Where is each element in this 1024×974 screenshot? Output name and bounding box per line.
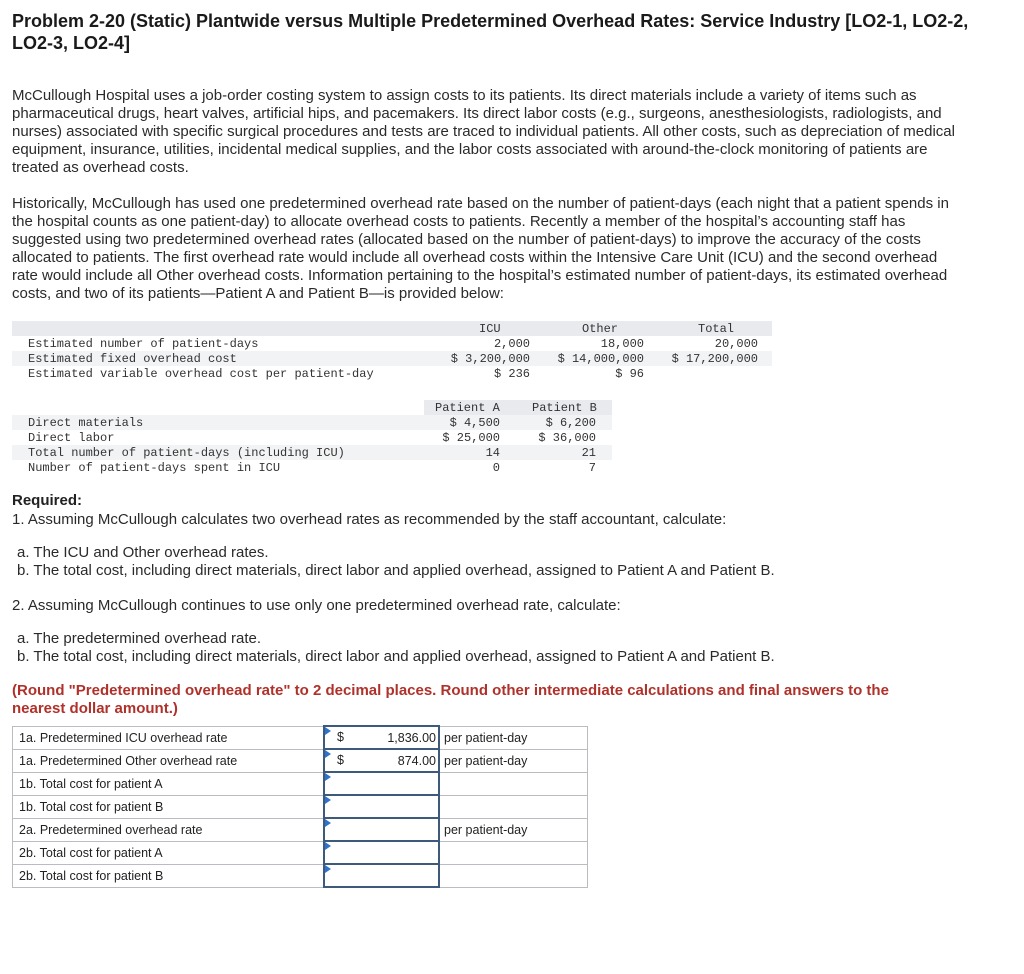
cell-patient-a: $ 4,500 [449,416,500,430]
flag-icon [325,819,331,827]
overhead-table [12,321,772,381]
flag-icon [325,727,331,735]
cell-icu: 2,000 [493,337,530,351]
answer-label: 1b. Total cost for patient A [13,772,325,795]
answer-label: 1a. Predetermined Other overhead rate [13,749,325,772]
cell-total: $ 17,200,000 [671,352,758,366]
row-label: Number of patient-days spent in ICU [28,461,281,475]
row-label: Estimated fixed overhead cost [28,352,237,366]
header-patient-a: Patient A [435,401,500,415]
cell-other: $ 96 [615,367,644,381]
patient-table-header [12,400,612,415]
table-row [12,351,772,366]
answer-grid [12,725,588,888]
answer-unit [439,772,588,795]
answer-label: 1a. Predetermined ICU overhead rate [13,726,325,749]
answer-unit: per patient-day [439,818,588,841]
cell-patient-a: 14 [485,446,500,460]
cell-total: 20,000 [714,337,758,351]
table-row [12,445,612,460]
row-label: Total number of patient-days (including ICU) [28,446,345,460]
cell-other: $ 14,000,000 [557,352,644,366]
header-total: Total [698,322,735,336]
cell-patient-a: 0 [492,461,500,475]
patient-a-cost-input-1b[interactable] [324,772,439,795]
question-2a: a. The predetermined overhead rate. [17,630,262,647]
table-row [12,430,612,445]
answer-unit [439,841,588,864]
plantwide-rate-input[interactable] [324,818,439,841]
context-paragraph: Historically, McCullough has used one predetermined overhead rate based on the number of patient-days (each night that a patient spends in the hospital counts as one patient-day) to allocate overhead costs to patients. Recently a member of the hospital’s accounting staff has suggested using two predetermined overhead rates (allocated based on the number of patient-days) to improve the accuracy of the costs allocated to patients. The first overhead rate would include all overhead costs within the Intensive Care Unit (ICU) and the second overhead rate would include all Other overhead costs. Information pertaining to the hospital’s estimated number of patient-days, its estimated overhead costs, and two of its patients—Patient A and Patient B—is provided below: [12,195,949,302]
answer-row [13,864,588,887]
header-other: Other [582,322,619,336]
question-1: 1. Assuming McCullough calculates two overhead rates as recommended by the staff accountant, calculate: [12,511,727,528]
intro-paragraph: McCullough Hospital uses a job-order costing system to assign costs to its patients. Its direct materials include a variety of items such as pharmaceutical drugs, heart valves, artificial hips, and pacemakers. Its direct labor costs (e.g., surgeons, anesthesiologists, radiologists, and nurses) associated with specific surgical procedures and tests are traced to individual patients. All other costs, such as depreciation of medical equipment, insurance, utilities, incidental medical supplies, and the labor costs associated with around-the-clock monitoring of patients are treated as overhead costs. [12,87,955,176]
answer-row [13,818,588,841]
answer-unit [439,795,588,818]
cell-patient-b: 7 [588,461,596,475]
answer-label: 1b. Total cost for patient B [13,795,325,818]
answer-row [13,749,588,772]
row-label: Direct labor [28,431,115,445]
table-row [12,336,772,351]
flag-icon [325,773,331,781]
question-1b: b. The total cost, including direct materials, direct labor and applied overhead, assigned to Patient A and Patient B. [17,562,775,579]
header-icu: ICU [479,322,501,336]
cell-patient-a: $ 25,000 [442,431,500,445]
patient-b-cost-input-2b[interactable] [324,864,439,887]
table-row [12,415,612,430]
patient-a-cost-input-2b[interactable] [324,841,439,864]
cell-patient-b: $ 6,200 [545,416,596,430]
icu-rate-input[interactable] [324,726,439,749]
answer-unit: per patient-day [439,726,588,749]
cell-other: 18,000 [600,337,644,351]
answer-label: 2b. Total cost for patient B [13,864,325,887]
table-row [12,366,772,381]
answer-row [13,795,588,818]
currency-symbol: $ [337,730,344,744]
problem-title: Problem 2-20 (Static) Plantwide versus Multiple Predetermined Overhead Rates: Service Industry [LO2-1, LO2-2, LO2-3, LO2-4] [12,11,969,53]
answer-row [13,772,588,795]
table-row [12,460,612,475]
answer-unit [439,864,588,887]
patient-b-cost-input-1b[interactable] [324,795,439,818]
cell-icu: $ 236 [493,367,530,381]
question-1a: a. The ICU and Other overhead rates. [17,544,269,561]
answer-unit: per patient-day [439,749,588,772]
input-value: 874.00 [397,753,436,768]
currency-symbol: $ [337,753,344,767]
cell-patient-b: $ 36,000 [538,431,596,445]
cell-patient-b: 21 [581,446,596,460]
question-2: 2. Assuming McCullough continues to use only one predetermined overhead rate, calculate: [12,597,621,614]
other-rate-input[interactable] [324,749,439,772]
row-label: Estimated variable overhead cost per patient-day [28,367,374,381]
input-value: 1,836.00 [387,730,436,745]
flag-icon [325,842,331,850]
patient-table [12,400,612,475]
answer-label: 2b. Total cost for patient A [13,841,325,864]
header-patient-b: Patient B [532,401,597,415]
answer-label: 2a. Predetermined overhead rate [13,818,325,841]
overhead-table-header [12,321,772,336]
row-label: Estimated number of patient-days [28,337,259,351]
answer-row [13,726,588,749]
rounding-instructions: (Round "Predetermined overhead rate" to 2 decimal places. Round other intermediate calculations and final answers to the nearest dollar amount.) [12,682,889,717]
question-2b: b. The total cost, including direct materials, direct labor and applied overhead, assigned to Patient A and Patient B. [17,648,775,665]
answer-row [13,841,588,864]
flag-icon [325,865,331,873]
row-label: Direct materials [28,416,144,430]
required-heading: Required: [12,492,83,509]
flag-icon [325,750,331,758]
cell-icu: $ 3,200,000 [450,352,530,366]
flag-icon [325,796,331,804]
